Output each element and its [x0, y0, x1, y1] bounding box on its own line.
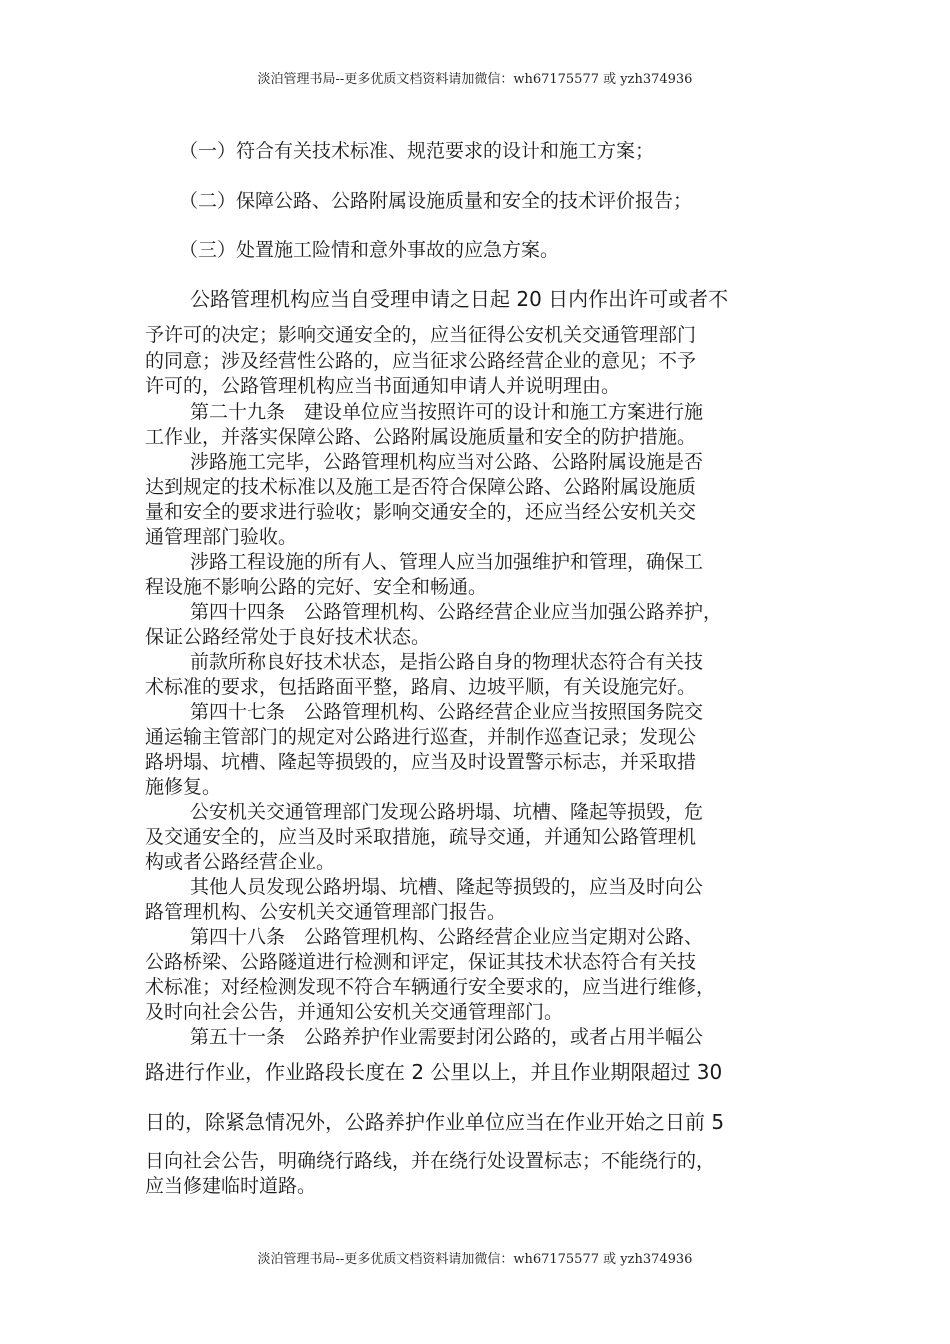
text-line: （一）符合有关技术标准、规范要求的设计和施工方案； [179, 140, 655, 162]
text-line: 路坍塌、坑槽、隆起等损毁的，应当及时设置警示标志，并采取措 [145, 751, 697, 773]
text-line: 日的，除紧急情况外，公路养护作业单位应当在作业开始之日前 5 [145, 1110, 725, 1134]
text-line: 达到规定的技术标准以及施工是否符合保障公路、公路附属设施质 [145, 476, 697, 498]
text-line: （二）保障公路、公路附属设施质量和安全的技术评价报告； [179, 190, 693, 212]
text-line: 公路管理机构应当自受理申请之日起 20 日内作出许可或者不 [190, 287, 729, 311]
text-line: 前款所称良好技术状态，是指公路自身的物理状态符合有关技 [190, 651, 704, 673]
text-line: 许可的，公路管理机构应当书面通知申请人并说明理由。 [145, 375, 621, 397]
page-footer: 淡泊管理书局--更多优质文档资料请加微信：wh67175577 或 yzh374936 [257, 1252, 693, 1267]
text-line: 第二十九条 建设单位应当按照许可的设计和施工方案进行施 [190, 401, 704, 423]
text-line: 程设施不影响公路的完好、安全和畅通。 [145, 576, 488, 598]
text-line: 的同意；涉及经营性公路的，应当征求公路经营企业的意见；不予 [145, 350, 697, 372]
text-line: 量和安全的要求进行验收；影响交通安全的，还应当经公安机关交 [145, 501, 697, 523]
text-line: 路管理机构、公安机关交通管理部门报告。 [145, 901, 507, 923]
text-line: 术标准的要求，包括路面平整，路肩、边坡平顺，有关设施完好。 [145, 676, 697, 698]
text-line: 工作业，并落实保障公路、公路附属设施质量和安全的防护措施。 [145, 426, 697, 448]
text-line: 施修复。 [145, 776, 222, 798]
text-line: 通运输主管部门的规定对公路进行巡查，并制作巡查记录；发现公 [145, 726, 697, 748]
text-line: 第四十七条 公路管理机构、公路经营企业应当按照国务院交 [190, 701, 704, 723]
text-line: （三）处置施工险情和意外事故的应急方案。 [179, 239, 560, 261]
text-line: 及交通安全的，应当及时采取措施，疏导交通，并通知公路管理机 [145, 826, 697, 848]
text-line: 保证公路经常处于良好技术状态。 [145, 626, 431, 648]
page-header: 淡泊管理书局--更多优质文档资料请加微信：wh67175577 或 yzh374936 [257, 72, 693, 87]
text-line: 构或者公路经营企业。 [145, 851, 336, 873]
text-line: 第四十四条 公路管理机构、公路经营企业应当加强公路养护， [190, 601, 723, 623]
text-line: 公安机关交通管理部门发现公路坍塌、坑槽、隆起等损毁，危 [190, 801, 704, 823]
text-line: 公路桥梁、公路隧道进行检测和评定，保证其技术状态符合有关技 [145, 951, 697, 973]
text-line: 日向社会公告，明确绕行路线，并在绕行处设置标志；不能绕行的， [145, 1150, 716, 1172]
text-line: 第五十一条 公路养护作业需要封闭公路的，或者占用半幅公 [190, 1026, 704, 1048]
text-line: 通管理部门验收。 [145, 526, 298, 548]
text-line: 第四十八条 公路管理机构、公路经营企业应当定期对公路、 [190, 926, 704, 948]
text-line: 涉路施工完毕，公路管理机构应当对公路、公路附属设施是否 [190, 451, 704, 473]
text-line: 涉路工程设施的所有人、管理人应当加强维护和管理，确保工 [190, 551, 704, 573]
text-line: 路进行作业，作业路段长度在 2 公里以上，并且作业期限超过 30 [145, 1060, 723, 1084]
text-line: 术标准；对经检测发现不符合车辆通行安全要求的，应当进行维修， [145, 976, 716, 998]
text-line: 予许可的决定；影响交通安全的，应当征得公安机关交通管理部门 [145, 324, 697, 346]
text-line: 及时向社会公告，并通知公安机关交通管理部门。 [145, 1001, 564, 1023]
text-line: 应当修建临时道路。 [145, 1175, 317, 1197]
text-line: 其他人员发现公路坍塌、坑槽、隆起等损毁的，应当及时向公 [190, 876, 704, 898]
